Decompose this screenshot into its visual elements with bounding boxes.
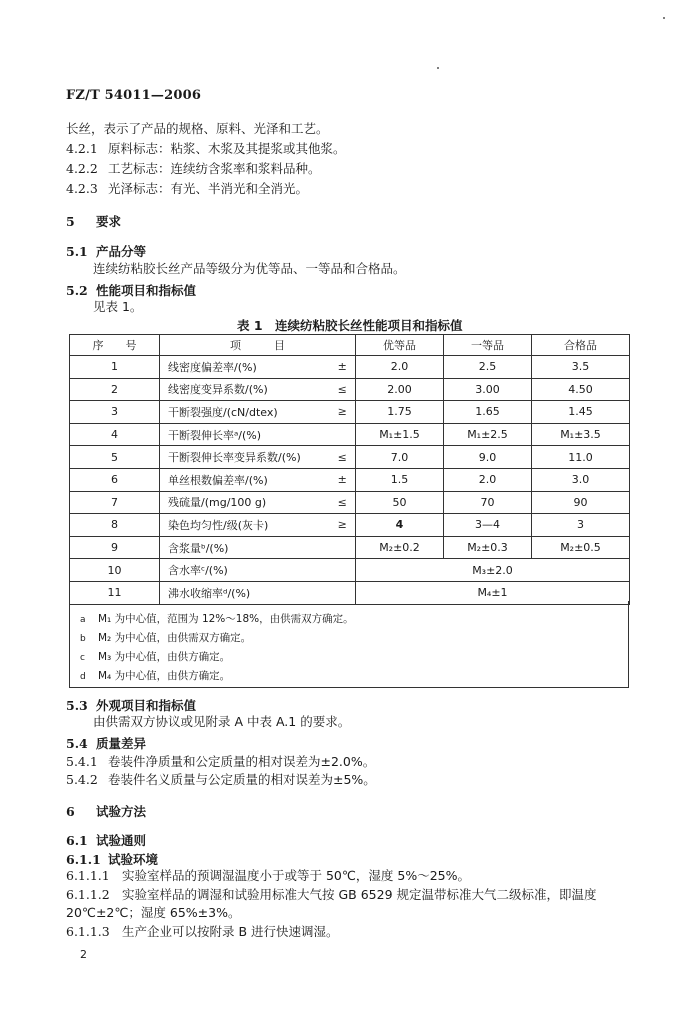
section-number: 5.2 bbox=[66, 283, 88, 298]
row-item: 干断裂强度/(cN/dtex) bbox=[160, 401, 330, 424]
row-no: 9 bbox=[70, 536, 160, 559]
row-value-superior: 4 bbox=[356, 514, 444, 537]
row-item: 线密度变异系数/(%) bbox=[160, 378, 330, 401]
section-number: 6.1.1 bbox=[66, 852, 101, 867]
table-note bbox=[80, 668, 230, 683]
row-symbol: ≥ bbox=[330, 514, 356, 537]
note-mark: d bbox=[80, 672, 86, 682]
row-value-first: M₁±2.5 bbox=[444, 423, 532, 446]
header-no: 序 号 bbox=[70, 335, 160, 356]
row-symbol: ≤ bbox=[330, 491, 356, 514]
clause-text: 卷装件名义质量与公定质量的相对误差为±5%。 bbox=[108, 772, 376, 787]
scan-speck bbox=[437, 67, 439, 69]
row-value-first: 70 bbox=[444, 491, 532, 514]
section-5-3-body: 由供需双方协议或见附录 A 中表 A.1 的要求。 bbox=[93, 714, 351, 729]
row-value-superior: 2.0 bbox=[356, 356, 444, 379]
row-symbol: ≤ bbox=[330, 378, 356, 401]
row-value-qualified: 3.0 bbox=[532, 468, 630, 491]
row-no: 7 bbox=[70, 491, 160, 514]
note-text: M₄ 为中心值，由供方确定。 bbox=[98, 670, 231, 682]
section-number: 6 bbox=[66, 804, 75, 819]
row-value-superior: 2.00 bbox=[356, 378, 444, 401]
clause-5-4-1 bbox=[66, 754, 375, 770]
table-note bbox=[80, 649, 230, 664]
section-title: 质量差异 bbox=[96, 736, 147, 751]
clause-number: 6.1.1.3 bbox=[66, 924, 110, 939]
clause-number: 4.2.3 bbox=[66, 181, 98, 196]
table-row bbox=[70, 514, 630, 537]
clause-text: 原料标志：粘浆、木浆及其提浆或其他浆。 bbox=[108, 141, 346, 156]
note-mark: c bbox=[80, 653, 85, 663]
paragraph-continuation: 长丝，表示了产品的规格、原料、光泽和工艺。 bbox=[66, 121, 329, 136]
row-symbol: ≤ bbox=[330, 446, 356, 469]
standard-number: FZ/T 54011—2006 bbox=[66, 88, 202, 103]
clause-4-2-2 bbox=[66, 161, 321, 177]
row-value-first: M₂±0.3 bbox=[444, 536, 532, 559]
performance-table bbox=[69, 334, 630, 605]
row-no: 1 bbox=[70, 356, 160, 379]
row-symbol: ± bbox=[330, 468, 356, 491]
row-item: 含水率ᶜ/(%) bbox=[160, 559, 330, 582]
clause-text: 工艺标志：连续纺含浆率和浆料品种。 bbox=[108, 161, 321, 176]
clause-4-2-3 bbox=[66, 181, 308, 197]
row-value-first: 1.65 bbox=[444, 401, 532, 424]
header-grade-qualified: 合格品 bbox=[532, 335, 630, 356]
row-value-superior: 1.75 bbox=[356, 401, 444, 424]
section-number: 5.1 bbox=[66, 244, 88, 259]
section-title: 性能项目和指标值 bbox=[96, 283, 197, 298]
row-item: 线密度偏差率/(%) bbox=[160, 356, 330, 379]
section-title: 外观项目和指标值 bbox=[96, 698, 197, 713]
section-title: 试验方法 bbox=[96, 804, 147, 819]
note-mark: a bbox=[80, 615, 86, 625]
row-value-qualified: M₁±3.5 bbox=[532, 423, 630, 446]
clause-number: 5.4.2 bbox=[66, 772, 98, 787]
row-item: 单丝根数偏差率/(%) bbox=[160, 468, 330, 491]
row-value-first: 9.0 bbox=[444, 446, 532, 469]
row-item: 干断裂伸长率变异系数/(%) bbox=[160, 446, 330, 469]
table-row bbox=[70, 423, 630, 446]
note-text: M₃ 为中心值，由供方确定。 bbox=[98, 651, 231, 663]
row-no: 2 bbox=[70, 378, 160, 401]
header-grade-superior: 优等品 bbox=[356, 335, 444, 356]
table-row bbox=[70, 401, 630, 424]
clause-4-2-1 bbox=[66, 141, 346, 157]
table-row bbox=[70, 536, 630, 559]
clause-number: 6.1.1.1 bbox=[66, 868, 110, 883]
note-text: M₁ 为中心值，范围为 12%～18%，由供需双方确定。 bbox=[98, 613, 354, 625]
clause-number: 6.1.1.2 bbox=[66, 887, 110, 902]
row-symbol: ≥ bbox=[330, 401, 356, 424]
header-grade-first: 一等品 bbox=[444, 335, 532, 356]
section-6-1-heading bbox=[66, 831, 146, 849]
row-item: 干断裂伸长率ᵃ/(%) bbox=[160, 423, 330, 446]
section-number: 5.3 bbox=[66, 698, 88, 713]
row-value-superior: 1.5 bbox=[356, 468, 444, 491]
row-item: 沸水收缩率ᵈ/(%) bbox=[160, 581, 330, 604]
section-5-1-body: 连续纺粘胶长丝产品等级分为优等品、一等品和合格品。 bbox=[93, 261, 406, 276]
clause-6-1-1-1 bbox=[66, 868, 470, 884]
section-6-heading bbox=[66, 802, 146, 820]
clause-number: 4.2.2 bbox=[66, 161, 98, 176]
clause-6-1-1-3 bbox=[66, 924, 339, 940]
row-item: 残硫量/(mg/100 g) bbox=[160, 491, 330, 514]
clause-text: 实验室样品的调湿和试验用标准大气按 GB 6529 规定温带标准大气二级标准，即温度 bbox=[122, 887, 597, 902]
table-row bbox=[70, 559, 630, 582]
row-value-superior: 7.0 bbox=[356, 446, 444, 469]
note-mark: b bbox=[80, 634, 86, 644]
clause-5-4-2 bbox=[66, 772, 376, 788]
clause-text: 光泽标志：有光、半消光和全消光。 bbox=[108, 181, 309, 196]
table-row bbox=[70, 356, 630, 379]
row-value-qualified: 1.45 bbox=[532, 401, 630, 424]
row-value-first: 2.0 bbox=[444, 468, 532, 491]
row-no: 10 bbox=[70, 559, 160, 582]
table-row bbox=[70, 468, 630, 491]
section-title: 产品分等 bbox=[96, 244, 147, 259]
clause-6-1-1-2-continuation: 20℃±2℃；湿度 65%±3%。 bbox=[66, 905, 241, 920]
section-number: 5.4 bbox=[66, 736, 88, 751]
row-value-qualified: 3.5 bbox=[532, 356, 630, 379]
section-5-1-heading bbox=[66, 242, 146, 260]
row-no: 4 bbox=[70, 423, 160, 446]
row-value-qualified: 11.0 bbox=[532, 446, 630, 469]
row-value-merged: M₄±1 bbox=[356, 581, 630, 604]
section-6-1-1-heading bbox=[66, 850, 158, 868]
clause-text: 卷装件净质量和公定质量的相对误差为±2.0%。 bbox=[108, 754, 376, 769]
section-title: 试验环境 bbox=[108, 852, 159, 867]
row-symbol: ± bbox=[330, 356, 356, 379]
row-value-superior: M₁±1.5 bbox=[356, 423, 444, 446]
section-5-heading bbox=[66, 212, 121, 230]
row-value-qualified: 4.50 bbox=[532, 378, 630, 401]
clause-text: 实验室样品的预调湿温度小于或等于 50℃，湿度 5%～25%。 bbox=[122, 868, 471, 883]
clause-text: 生产企业可以按附录 B 进行快速调湿。 bbox=[122, 924, 339, 939]
note-text: M₂ 为中心值，由供需双方确定。 bbox=[98, 632, 252, 644]
row-value-merged: M₃±2.0 bbox=[356, 559, 630, 582]
row-no: 3 bbox=[70, 401, 160, 424]
row-value-superior: M₂±0.2 bbox=[356, 536, 444, 559]
row-symbol bbox=[330, 536, 356, 559]
table-notes bbox=[69, 601, 629, 688]
row-symbol bbox=[330, 423, 356, 446]
row-item: 染色均匀性/级(灰卡) bbox=[160, 514, 330, 537]
table-row bbox=[70, 378, 630, 401]
section-title: 要求 bbox=[96, 214, 122, 229]
row-no: 5 bbox=[70, 446, 160, 469]
header-item: 项 目 bbox=[160, 335, 356, 356]
row-value-qualified: 3 bbox=[532, 514, 630, 537]
table-caption: 表 1 连续纺粘胶长丝性能项目和指标值 bbox=[237, 318, 463, 333]
section-title: 试验通则 bbox=[96, 833, 147, 848]
table-row bbox=[70, 446, 630, 469]
row-value-superior: 50 bbox=[356, 491, 444, 514]
section-number: 6.1 bbox=[66, 833, 88, 848]
section-number: 5 bbox=[66, 214, 75, 229]
row-symbol bbox=[330, 559, 356, 582]
scan-speck bbox=[663, 17, 665, 19]
section-5-2-body: 见表 1。 bbox=[93, 299, 143, 314]
row-no: 8 bbox=[70, 514, 160, 537]
clause-6-1-1-2 bbox=[66, 887, 597, 903]
table-row bbox=[70, 491, 630, 514]
row-item: 含浆量ᵇ/(%) bbox=[160, 536, 330, 559]
row-value-first: 3—4 bbox=[444, 514, 532, 537]
clause-number: 5.4.1 bbox=[66, 754, 98, 769]
row-value-first: 2.5 bbox=[444, 356, 532, 379]
table-header-row bbox=[70, 335, 630, 356]
table-note bbox=[80, 630, 251, 645]
row-value-qualified: M₂±0.5 bbox=[532, 536, 630, 559]
row-value-first: 3.00 bbox=[444, 378, 532, 401]
table-note bbox=[80, 611, 354, 626]
section-5-2-heading bbox=[66, 281, 196, 299]
row-no: 6 bbox=[70, 468, 160, 491]
clause-number: 4.2.1 bbox=[66, 141, 98, 156]
row-no: 11 bbox=[70, 581, 160, 604]
section-5-4-heading bbox=[66, 734, 146, 752]
section-5-3-heading bbox=[66, 696, 196, 714]
page-number: 2 bbox=[80, 948, 87, 961]
row-value-qualified: 90 bbox=[532, 491, 630, 514]
